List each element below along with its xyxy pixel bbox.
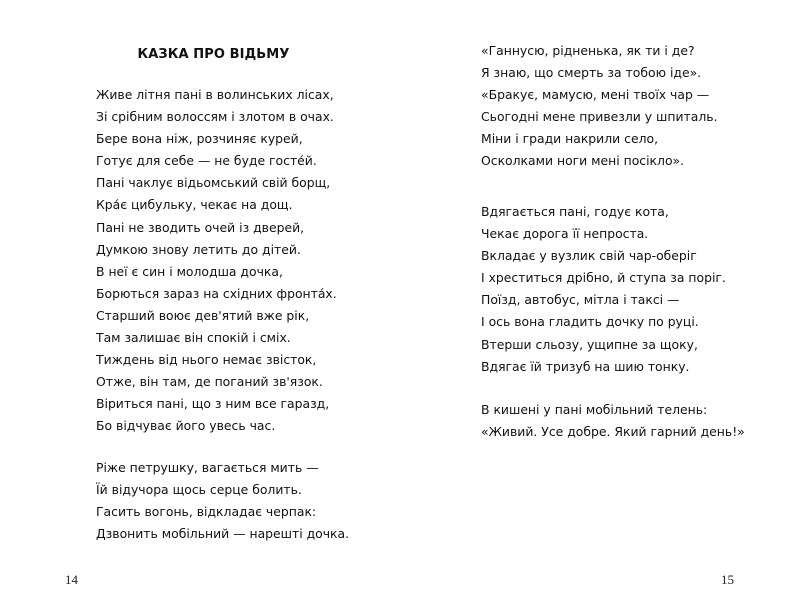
poem-line: Вдягається пані, годує кота, (481, 204, 669, 219)
poem-line: Старший воює дев'ятий вже рік, (96, 307, 310, 323)
stanza-left-2 (96, 457, 349, 545)
poem-line: Думкою знову летить до дітей. (96, 241, 301, 257)
poem-line: Сьогодні мене привезли у шпиталь. (481, 109, 718, 125)
poem-line: Отже, він там, де поганий зв'язок. (96, 374, 323, 390)
poem-line: Чекає дорога її непроста. (481, 226, 649, 242)
poem-line: «Живий. Усе добре. Який гарний день!» (481, 424, 745, 440)
poem-line: Ріже петрушку, вагається мить — (96, 460, 319, 475)
poem-line: Пані чаклує відьомський свій борщ, (96, 175, 331, 191)
poem-line: Бо відчуває його увесь час. (96, 418, 276, 434)
poem-line: Гасить вогонь, відкладає черпак: (96, 504, 317, 520)
stanza-right-3 (481, 399, 745, 443)
poem-line: І ось вона гладить дочку по руці. (481, 314, 699, 330)
poem-title: КАЗКА ПРО ВІДЬМУ (137, 47, 290, 62)
poem-line: Там залишає він спокій і сміх. (96, 330, 291, 346)
poem-line: Живе літня пані в волинських лісах, (96, 87, 334, 102)
poem-line: Готує для себе — не буде госте́й. (96, 153, 317, 169)
poem-line: Дзвонить мобільний — нарешті дочка. (96, 526, 350, 542)
poem-line: Зі срібним волоссям і злотом в очах. (96, 109, 334, 125)
poem-line: Борються зараз на східних фронта́х. (96, 285, 337, 301)
poem-line: «Бракує, мамусю, мені твоїх чар — (481, 87, 710, 103)
poem-line: «Ганнусю, рідненька, як ти і де? (481, 43, 695, 58)
page-number-right: 15 (721, 572, 734, 587)
poem-line: Втерши сльозу, ущипне за щоку, (481, 336, 698, 352)
poem-line: Пані не зводить очей із дверей, (96, 219, 305, 235)
poem-line: Вкладає у вузлик свій чар-оберіг (481, 248, 697, 264)
poem-line: Кра́є цибульку, чекає на дощ. (96, 197, 293, 213)
poem-line: Їй відучора щось серце болить. (96, 482, 302, 498)
poem-line: В кишені у пані мобільний телень: (481, 402, 708, 417)
poem-line: Бере вона ніж, розчиняє курей, (96, 131, 303, 147)
stanza-right-1 (481, 40, 718, 173)
stanza-left-1 (96, 84, 337, 438)
stanza-right-2 (481, 201, 726, 378)
poem-line: І хреститься дрібно, й ступа за поріг. (481, 270, 726, 286)
poem-line: Вдягає їй тризуб на шию тонку. (481, 358, 690, 374)
poem-line: Поїзд, автобус, мітла і таксі — (481, 292, 680, 308)
poem-line: Я знаю, що смерть за тобою іде». (481, 65, 702, 81)
poem-line: В неї є син і молодша дочка, (96, 263, 283, 279)
poem-line: Міни і гради накрили село, (481, 131, 659, 147)
poem-line: Віриться пані, що з ним все гаразд, (96, 396, 330, 412)
poem-line: Осколками ноги мені посікло». (481, 153, 685, 169)
poem-line: Тиждень від нього немає звісток, (96, 352, 317, 368)
page-number-left: 14 (65, 572, 78, 587)
